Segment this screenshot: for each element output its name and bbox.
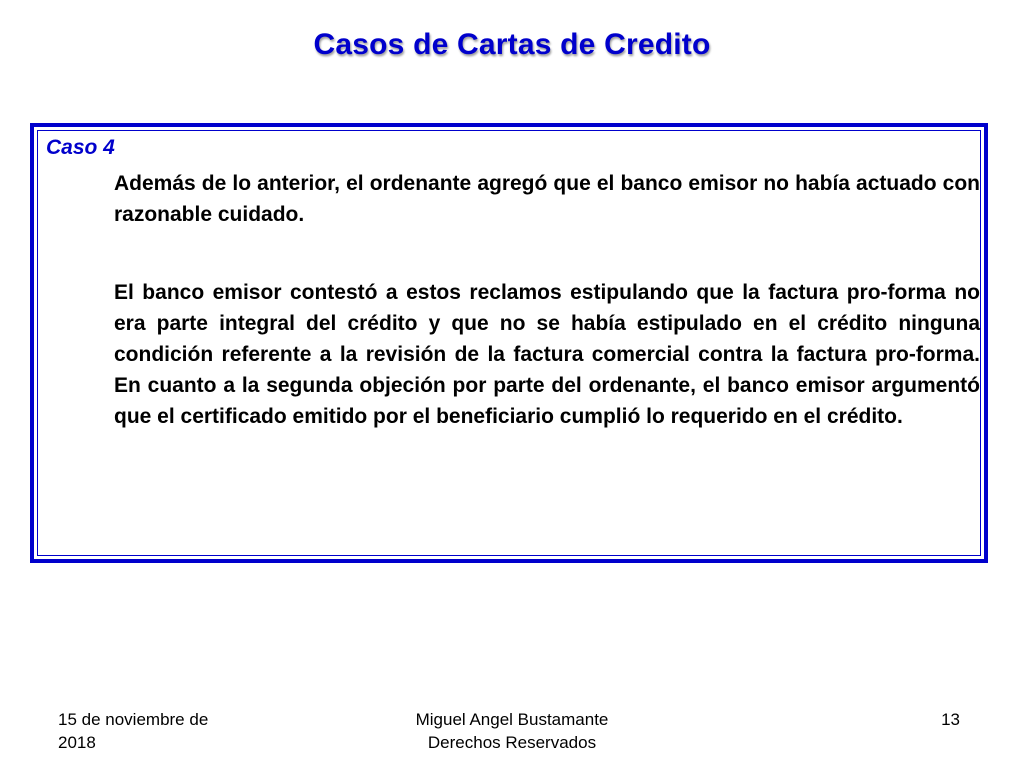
footer-author-line1: Miguel Angel Bustamante	[415, 710, 609, 729]
paragraph-2: El banco emisor contestó a estos reclamos estipulando que la factura pro-forma no era parte integral del crédito y que no se había estipulado en el crédito ninguna condición referente a la revisión de la factura comercial contra la factura pro-forma. En cuanto a la segunda objeción por parte del ordenante, el banco emisor argumentó que el certificado emitido por el beneficiario cumplió lo requerido en el crédito.	[114, 281, 980, 428]
slide-title: Casos de Cartas de Credito	[313, 28, 711, 61]
footer-date	[58, 708, 258, 754]
footer-date-line1: 15 de noviembre de	[58, 710, 209, 729]
footer-author-line2: Derechos Reservados	[427, 733, 597, 752]
case-label: Caso 4	[46, 136, 115, 159]
footer-author	[362, 708, 662, 754]
footer-date-line2: 2018	[58, 733, 96, 752]
page-number: 13	[941, 710, 960, 729]
paragraph-1: Además de lo anterior, el ordenante agregó que el banco emisor no había actuado con razonable cuidado.	[114, 172, 980, 226]
